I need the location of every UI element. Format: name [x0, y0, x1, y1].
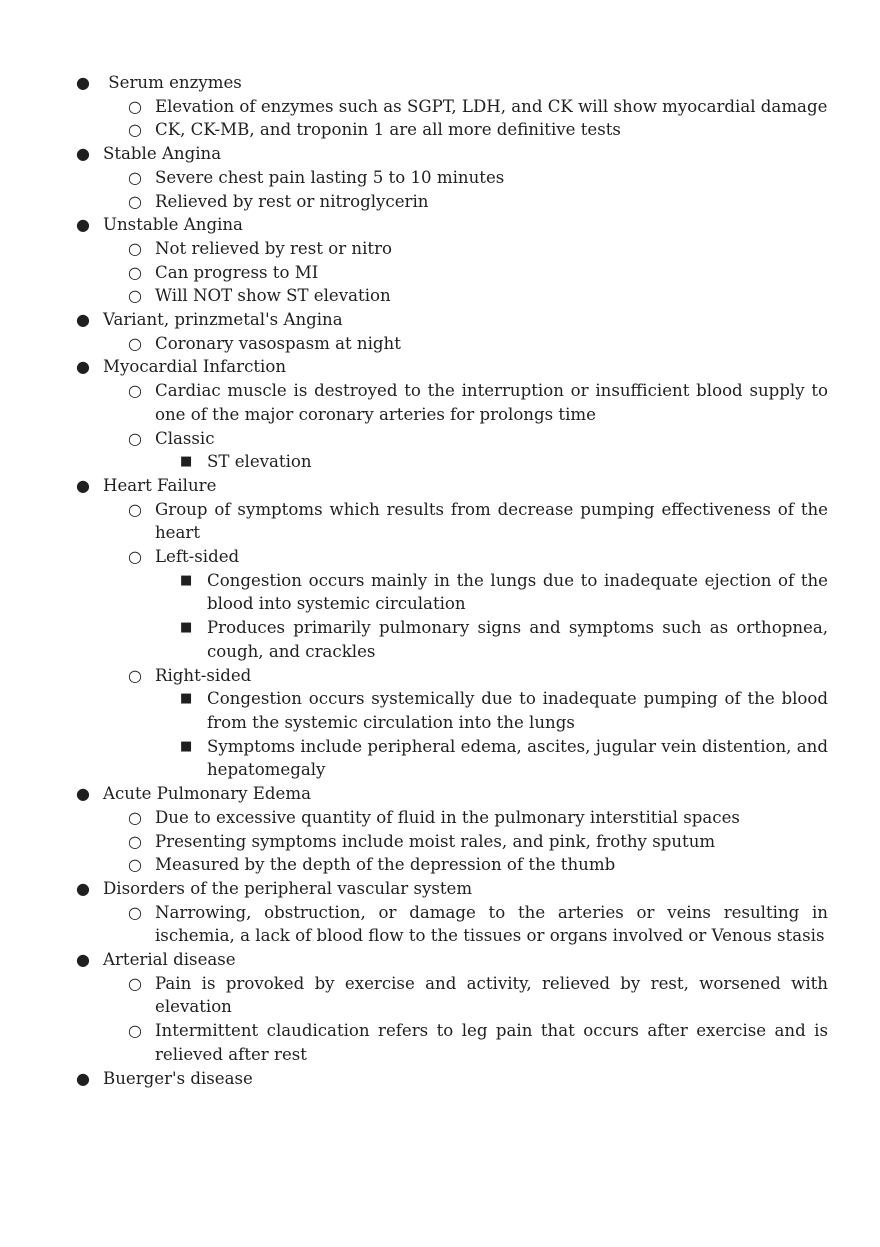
list-item — [0, 142, 880, 166]
list-item — [0, 735, 880, 782]
list-item-text: CK, CK-MB, and troponin 1 are all more definitive tests — [155, 120, 621, 140]
bullet-icon: ● — [76, 144, 90, 164]
bullet-icon: ○ — [128, 286, 142, 306]
list-item — [0, 545, 880, 569]
bullet-icon: ○ — [128, 855, 142, 875]
bullet-icon: ○ — [128, 902, 142, 922]
list-item — [0, 830, 880, 854]
bullet-list — [0, 71, 880, 1090]
bullet-icon: ○ — [128, 1021, 142, 1041]
bullet-icon: ○ — [128, 381, 142, 401]
bullet-icon: ○ — [128, 973, 142, 993]
bullet-icon: ■ — [180, 572, 193, 588]
list-item — [0, 284, 880, 308]
list-item-text: Arterial disease — [103, 950, 236, 970]
list-item-text: Buerger's disease — [103, 1068, 253, 1088]
list-item — [0, 806, 880, 830]
list-item — [0, 901, 880, 948]
bullet-icon: ○ — [128, 499, 142, 519]
list-item-text: Serum enzymes — [103, 73, 242, 92]
bullet-icon: ● — [76, 215, 90, 235]
list-item-text: ST elevation — [207, 452, 312, 472]
list-item — [0, 877, 880, 901]
list-item — [0, 853, 880, 877]
bullet-icon: ○ — [128, 191, 142, 211]
list-item-text: Heart Failure — [103, 475, 217, 495]
list-item — [0, 427, 880, 451]
list-item-text: Disorders of the peripheral vascular system — [103, 878, 473, 898]
list-item — [0, 166, 880, 190]
bullet-icon: ○ — [128, 428, 142, 448]
list-item-text: Right-sided — [155, 665, 252, 685]
bullet-icon: ● — [76, 310, 90, 330]
list-item-text: Narrowing, obstruction, or damage to the arteries or veins resulting in ischemia, a lack of blood flow to the tissues or organs involved or Venous stasis — [155, 902, 828, 946]
list-item — [0, 332, 880, 356]
bullet-icon: ○ — [128, 665, 142, 685]
bullet-icon: ○ — [128, 831, 142, 851]
list-item-text: Intermittent claudication refers to leg pain that occurs after exercise and is relieved after rest — [155, 1021, 828, 1064]
list-item-text: Symptoms include peripheral edema, ascites, jugular vein distention, and hepatomegaly — [207, 736, 828, 780]
list-item — [0, 1067, 880, 1091]
list-item-text: Acute Pulmonary Edema — [103, 784, 311, 804]
list-item — [0, 687, 880, 734]
list-item-text: Coronary vasospasm at night — [155, 333, 401, 353]
list-item-text: Variant, prinzmetal's Angina — [103, 310, 343, 330]
bullet-icon: ● — [76, 73, 90, 92]
list-item-text: Elevation of enzymes such as SGPT, LDH, and CK will show myocardial damage — [155, 96, 828, 116]
list-item-text: Congestion occurs systemically due to inadequate pumping of the blood from the systemic circulation into the lungs — [207, 689, 828, 732]
bullet-icon: ○ — [128, 167, 142, 187]
list-item-text: Left-sided — [155, 547, 240, 567]
list-item — [0, 308, 880, 332]
list-item-text: Due to excessive quantity of fluid in the pulmonary interstitial spaces — [155, 807, 740, 827]
list-item-text: Myocardial Infarction — [103, 357, 287, 377]
list-item — [0, 213, 880, 237]
list-item-text: Cardiac muscle is destroyed to the interruption or insufficient blood supply to one of the major coronary arteries for prolongs time — [155, 381, 828, 424]
list-item — [0, 616, 880, 663]
bullet-icon: ○ — [128, 120, 142, 140]
list-item-text: Congestion occurs mainly in the lungs due to inadequate ejection of the blood into systemic circulation — [207, 570, 828, 614]
list-item-text: Measured by the depth of the depression of the thumb — [155, 855, 616, 875]
list-item-text: Stable Angina — [103, 144, 222, 164]
list-item-text: Group of symptoms which results from decrease pumping effectiveness of the heart — [155, 499, 828, 543]
list-item-text: Produces primarily pulmonary signs and symptoms such as orthopnea, cough, and crackles — [207, 618, 828, 661]
list-item — [0, 569, 880, 616]
bullet-icon: ○ — [128, 262, 142, 282]
list-item-text: Unstable Angina — [103, 215, 243, 235]
list-item — [0, 355, 880, 379]
bullet-icon: ○ — [128, 96, 142, 116]
list-item-text: Not relieved by rest or nitro — [155, 238, 392, 258]
bullet-icon: ● — [76, 357, 90, 377]
list-item-text: Relieved by rest or nitroglycerin — [155, 191, 429, 211]
list-item — [0, 664, 880, 688]
list-item — [0, 118, 880, 142]
bullet-icon: ● — [76, 878, 90, 898]
list-item — [0, 948, 880, 972]
list-item — [0, 1019, 880, 1066]
list-item-text: Classic — [155, 428, 215, 448]
bullet-icon: ■ — [180, 738, 193, 754]
list-item — [0, 498, 880, 545]
list-item-text: Will NOT show ST elevation — [155, 286, 391, 306]
list-item — [0, 95, 880, 119]
list-item — [0, 782, 880, 806]
list-item — [0, 379, 880, 426]
list-item-text: Can progress to MI — [155, 262, 319, 282]
list-item — [0, 972, 880, 1019]
list-item — [0, 71, 880, 95]
bullet-icon: ○ — [128, 807, 142, 827]
list-item — [0, 450, 880, 474]
list-item — [0, 237, 880, 261]
list-item — [0, 474, 880, 498]
bullet-icon: ● — [76, 950, 90, 970]
list-item — [0, 190, 880, 214]
list-item-text: Presenting symptoms include moist rales, and pink, frothy sputum — [155, 831, 716, 851]
bullet-icon: ■ — [180, 620, 193, 636]
bullet-icon: ● — [76, 475, 90, 495]
list-item-text: Severe chest pain lasting 5 to 10 minutes — [155, 167, 505, 187]
list-item-text: Pain is provoked by exercise and activity, relieved by rest, worsened with elevation — [155, 973, 828, 1017]
bullet-icon: ○ — [128, 547, 142, 567]
list-item — [0, 261, 880, 285]
bullet-icon: ■ — [180, 691, 193, 707]
bullet-icon: ○ — [128, 238, 142, 258]
bullet-icon: ■ — [180, 454, 193, 470]
bullet-icon: ○ — [128, 333, 142, 353]
bullet-icon: ● — [76, 784, 90, 804]
bullet-icon: ● — [76, 1068, 90, 1088]
